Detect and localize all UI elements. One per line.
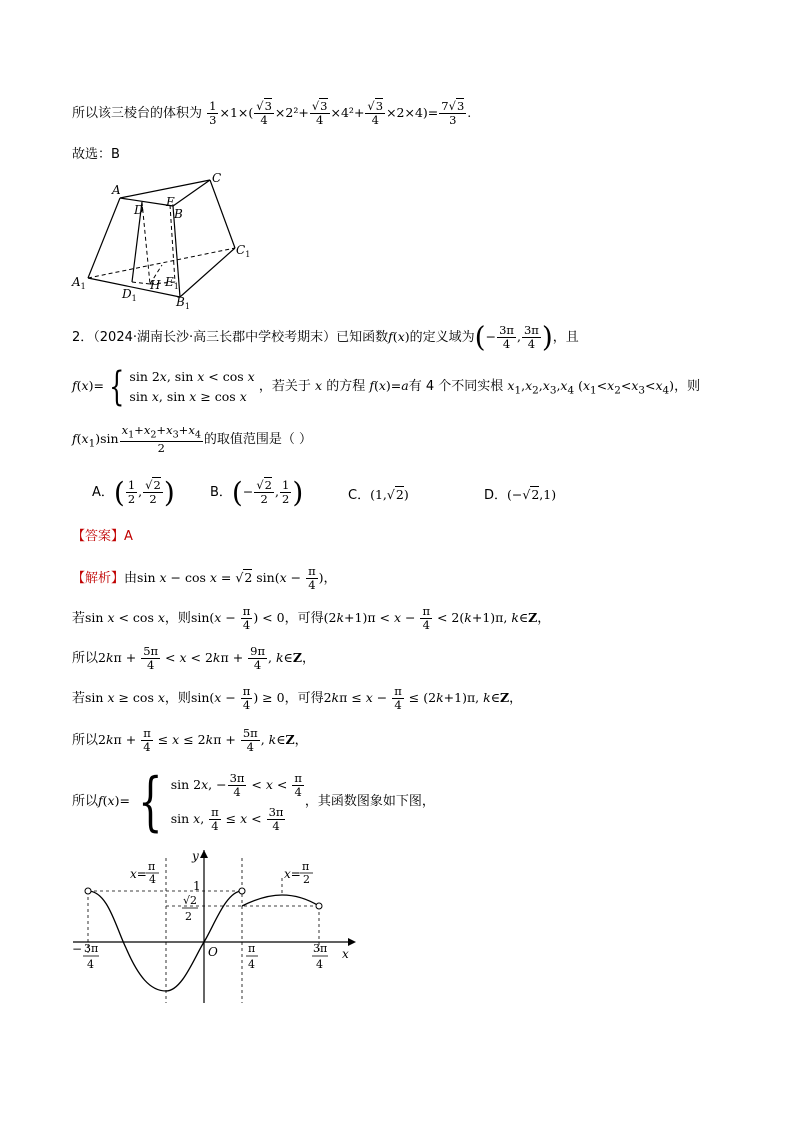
analysis-line-1: 【解析】由sin x − cos x = √2 sin(x − $\frac{\pi}{4}$ )，: [72, 564, 337, 592]
analysis-line-5: 所以2kπ + $\frac{\pi}{4}$ ≤ x ≤ 2kπ + $\frac{5\pi}{4}$ , k∈Z，: [72, 726, 308, 754]
graph-note: ，其函数图象如下图，: [304, 794, 435, 809]
choice-line: 故选：B: [72, 147, 120, 162]
svg-text:4: 4: [248, 958, 255, 971]
label-C: C: [212, 171, 222, 185]
svg-text:2: 2: [303, 873, 310, 886]
problem2-ask: $f(x_1)\sin$ $\frac{x_1+x_2+x_3+x_4}{2}$ 的取值范围是（ ）: [72, 423, 313, 456]
analysis-line-6: 所以f(x)= { sin 2x, − $\frac{3\pi}{4}$ < x < $\frac{\pi}{4}$ sin x, $\frac{\pi}{4}$ ≤ x < $\frac{3\pi}{4}$ ，其函数图象如下图，: [72, 764, 435, 839]
analysis-line-4: 若sin x ≥ cos x，则sin(x − $\frac{\pi}{4}$ ) ≥ 0，可得2kπ ≤ x − $\frac{\pi}{4}$ ≤ (2k+1)π, k∈Z，: [72, 684, 523, 712]
label-E1: $E_1$: [165, 275, 179, 291]
svg-text:2: 2: [185, 910, 192, 923]
option-b[interactable]: B．(− $\frac{√2}{2}$ , $\frac{1}{2}$ ): [210, 476, 304, 509]
problem2-header: 2．（2024·湖南长沙·高三长郡中学校考期末）已知函数f(x)的定义域为(− $\frac{3\pi}{4}$ , $\frac{3\pi}{4}$ )，且: [72, 320, 579, 354]
label-neg-3pi4: −: [72, 942, 83, 956]
label-E: E: [166, 195, 175, 209]
label-x-pi2: x=: [284, 867, 301, 881]
problem2-number: 2．: [72, 330, 94, 345]
svg-text:4: 4: [87, 958, 94, 971]
svg-text:π: π: [148, 860, 156, 873]
label-x-pi4: x=: [130, 867, 147, 881]
label-pi4: π: [248, 942, 256, 955]
answer-line: [72, 528, 133, 546]
label-A1: $A_1$: [72, 275, 86, 291]
label-B: B: [174, 207, 183, 221]
label-A: A: [112, 183, 121, 197]
analysis-line-3: 所以2kπ + $\frac{5\pi}{4}$ < x < 2kπ + $\frac{9\pi}{4}$ , k∈Z，: [72, 644, 315, 672]
problem2-source: （2024·湖南长沙·高三长郡中学校考期末）: [93, 330, 337, 345]
svg-text:3π: 3π: [84, 942, 99, 955]
problem2-definition: f(x)= { sin 2x, sin x < cos x sin x, sin x ≥ cos x ，若关于 x 的方程 f(x)=a有 4 个不同实根 $x_1,x_2,x_3,x_4$ $(x_1<x_2<x_3<x_4)$，则: [72, 363, 701, 410]
analysis-line-2: 若sin x < cos x，则sin(x − $\frac{\pi}{4}$ ) < 0，可得(2k+1)π < x − $\frac{\pi}{4}$ < 2(k+1)π, k∈Z，: [72, 604, 551, 632]
label-x-axis: x: [342, 947, 349, 961]
answer-tag: 【答案】: [72, 529, 125, 544]
label-C1: $C_1$: [236, 243, 251, 259]
label-origin: O: [208, 945, 218, 959]
volume-formula: $\frac{1}{3}$ ×1×( $\frac{√3}{4}$ ×2²+ $\frac{√3}{4}$ ×4²+ $\frac{√3}{4}$ ×2×4)= $\frac{7√3}{3}$ .: [209, 99, 472, 127]
problem2-ask-text: 的取值范围是（ ）: [203, 432, 313, 448]
analysis-tag: 【解析】: [72, 571, 125, 586]
option-c[interactable]: C．(1,√2): [348, 487, 409, 503]
label-D1: $D_1$: [122, 287, 137, 303]
label-B1: $B_1$: [176, 295, 190, 311]
volume-prefix: 所以该三棱台的体积为: [72, 106, 203, 121]
svg-text:π: π: [302, 860, 310, 873]
label-y-axis: y: [192, 849, 199, 863]
option-a[interactable]: A．( $\frac{1}{2}$ , $\frac{√2}{2}$ ): [92, 476, 175, 509]
label-one: 1: [193, 879, 201, 893]
label-3pi4: 3π: [313, 942, 328, 955]
function-graph: [68, 848, 358, 1008]
label-sqrt2-2: √2: [183, 894, 198, 907]
svg-text:4: 4: [149, 873, 156, 886]
label-H: H: [150, 278, 161, 292]
label-D: D: [134, 203, 144, 217]
frustum-figure: [70, 170, 270, 315]
answer-value: A: [124, 529, 133, 544]
volume-line: [72, 100, 471, 127]
option-d[interactable]: D．(−√2,1): [484, 487, 557, 503]
svg-text:4: 4: [316, 958, 323, 971]
